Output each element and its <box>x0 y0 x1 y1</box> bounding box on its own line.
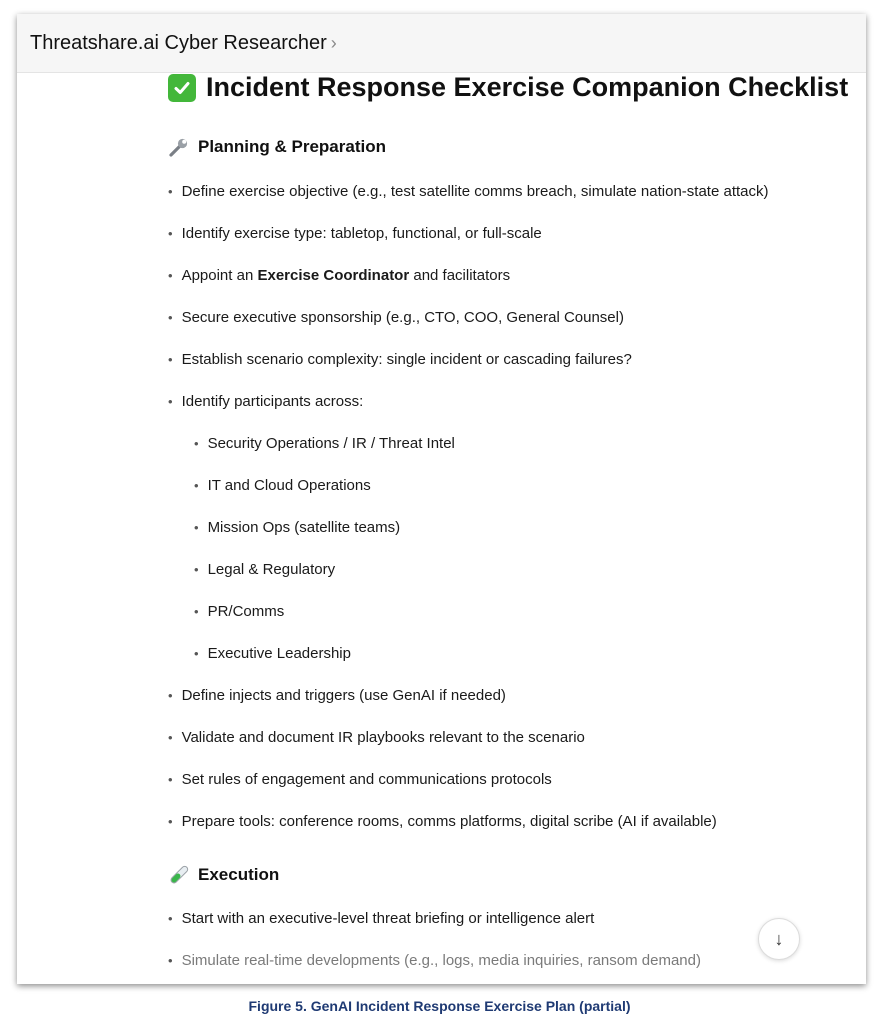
list-item: • Identify exercise type: tabletop, functional, or full-scale <box>168 225 542 242</box>
list-item: • Simulate real-time developments (e.g., logs, media inquiries, ransom demand) <box>168 952 701 969</box>
list-item: • Start with an executive-level threat briefing or intelligence alert <box>168 910 595 927</box>
top-bar <box>17 14 866 73</box>
list-item: • Appoint an Exercise Coordinator and facilitators <box>168 267 511 284</box>
app-title-button[interactable] <box>30 32 337 55</box>
arrow-down-icon: ↓ <box>774 928 784 949</box>
list-item: • Identify participants across: <box>168 393 364 410</box>
section-execution <box>168 864 279 886</box>
section-planning <box>168 136 386 158</box>
test-tube-icon <box>168 864 190 886</box>
exercise-coordinator-bold: Exercise Coordinator <box>257 267 410 284</box>
app-title-text: Threatshare.ai Cyber Researcher <box>30 31 327 54</box>
chat-window <box>17 14 866 984</box>
list-item: • Define injects and triggers (use GenAI if needed) <box>168 687 506 704</box>
list-item: • Establish scenario complexity: single incident or cascading failures? <box>168 351 632 368</box>
sub-list-item: • PR/Comms <box>194 603 285 620</box>
list-item: • Set rules of engagement and communications protocols <box>168 771 552 788</box>
checklist-title <box>168 72 848 103</box>
wrench-icon <box>168 136 190 158</box>
sub-list-item: • IT and Cloud Operations <box>194 477 371 494</box>
list-item: • Prepare tools: conference rooms, comms platforms, digital scribe (AI if available) <box>168 813 717 830</box>
list-item: • Validate and document IR playbooks relevant to the scenario <box>168 729 585 746</box>
list-item: • Define exercise objective (e.g., test satellite comms breach, simulate nation-state attack) <box>168 183 769 200</box>
sub-list-item: • Legal & Regulatory <box>194 561 336 578</box>
sub-list-item: • Security Operations / IR / Threat Intel <box>194 435 455 452</box>
figure-caption: Figure 5. GenAI Incident Response Exercise Plan (partial) <box>248 998 631 1014</box>
section-execution-title: Execution <box>198 865 280 884</box>
chevron-right-icon: › <box>330 32 337 53</box>
sub-list-item: • Executive Leadership <box>194 645 351 662</box>
sub-list-item: • Mission Ops (satellite teams) <box>194 519 401 536</box>
message-content <box>168 72 866 984</box>
section-planning-title: Planning & Preparation <box>198 137 386 156</box>
check-mark-icon <box>168 74 196 102</box>
scroll-to-bottom-button[interactable] <box>758 918 800 960</box>
list-item: • Secure executive sponsorship (e.g., CTO, COO, General Counsel) <box>168 309 624 326</box>
checklist-title-text: Incident Response Exercise Companion Checklist <box>206 72 849 102</box>
